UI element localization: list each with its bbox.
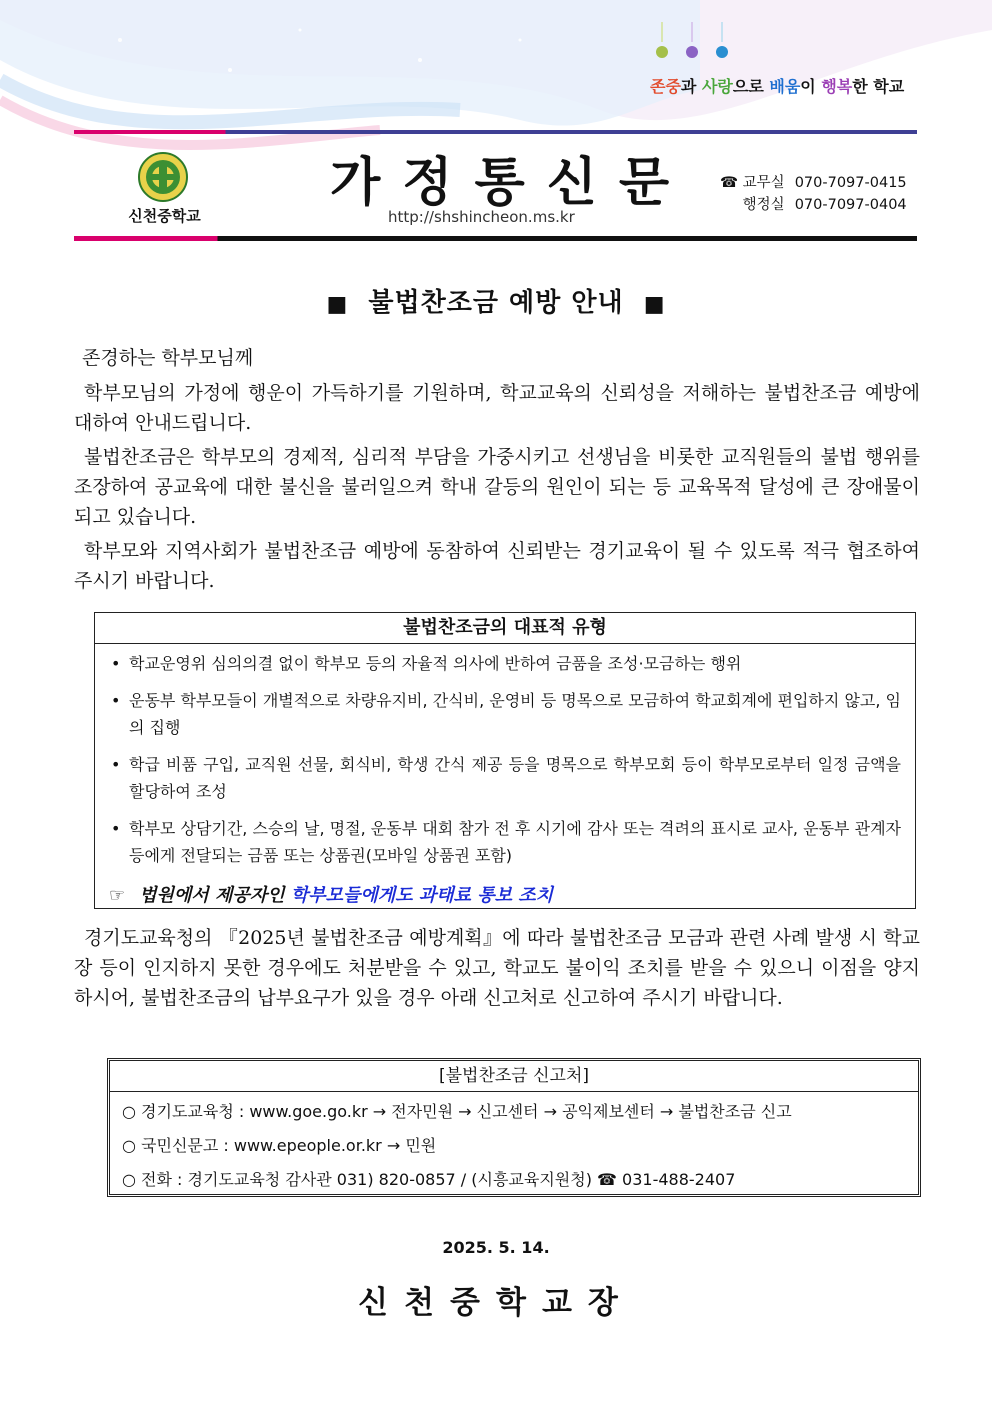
motto-joiner: 으로 [732, 77, 770, 96]
list-item [109, 650, 901, 677]
document-title [0, 282, 992, 319]
motto-word: 존중 [650, 77, 681, 96]
bullet-icon: • [111, 755, 121, 774]
report-line-phone: ○ 전화 : 경기도교육청 감사관 031) 820-0857 / (시흥교육지원청) ☎ 031-488-2407 [122, 1170, 736, 1189]
bullet-icon: • [111, 691, 121, 710]
penalty-warning [109, 881, 553, 907]
header-bottom-rule [74, 236, 917, 241]
title-square-icon: ■ [326, 291, 349, 317]
types-list [95, 650, 915, 869]
motto-joiner: 이 [800, 77, 822, 96]
salutation: 존경하는 학부모님께 [82, 347, 254, 369]
list-item-text: 운동부 학부모들이 개별적으로 차량유지비, 간식비, 운영비 등 명목으로 모금하여 학교회계에 편입하지 않고, 임의 집행 [129, 691, 901, 737]
motto-word: 배움 [769, 77, 801, 96]
types-box-heading: 불법찬조금의 대표적 유형 [95, 613, 915, 644]
list-item-text: 학부모 상담기간, 스승의 날, 명절, 운동부 대회 참가 전 후 시기에 감사 또는 격려의 표시로 교사, 운동부 관계자 등에게 전달되는 금품 또는 상품권(모바일 상품권 포함) [129, 819, 901, 865]
list-item-text: 학교운영위 심의의결 없이 학부모 등의 자율적 의사에 반하여 금품을 조성·모금하는 행위 [129, 654, 742, 673]
paragraph: 불법찬조금은 학부모의 경제적, 심리적 부담을 가중시키고 선생님을 비롯한 교직원들의 불법 행위를 조장하여 공교육에 대한 불신을 불러일으켜 학내 갈등의 원인이 되는 등 교육목적 달성에 큰 장애물이 되고 있습니다. [74, 446, 920, 528]
report-box-divider [110, 1091, 918, 1092]
warning-highlight: 학부모들에게도 과태료 통보 조치 [290, 885, 554, 906]
school-name: 신천중학교 [128, 207, 201, 225]
school-motto [650, 74, 904, 97]
closing-paragraph-block [74, 923, 920, 1017]
title-square-icon: ■ [643, 291, 666, 317]
list-item-text: 학급 비품 구입, 교직원 선물, 회식비, 학생 간식 제공 등을 명목으로 학부모회 등이 학부모로부터 일정 금액을 할당하여 조성 [129, 755, 901, 801]
report-line-epeople: ○ 국민신문고 : www.epeople.or.kr → 민원 [122, 1136, 437, 1155]
phone-number: 070-7097-0404 [794, 197, 907, 213]
contact-label: 행정실 [742, 197, 785, 213]
phone-number: 070-7097-0415 [794, 175, 907, 191]
title-text: 불법찬조금 예방 안내 [368, 288, 624, 318]
newsletter-title: 가정통신문 [330, 153, 692, 213]
report-line-education-office: ○ 경기도교육청 : www.goe.go.kr → 전자민원 → 신고센터 → 공익제보센터 → 불법찬조금 신고 [122, 1102, 792, 1121]
school-website-link[interactable]: http://shshincheon.ms.kr [388, 208, 575, 226]
motto-joiner: 과 [680, 77, 702, 96]
list-item [109, 751, 901, 805]
report-box-heading: [불법찬조금 신고처] [438, 1066, 590, 1086]
intro-paragraphs [74, 378, 920, 600]
pointing-hand-icon: ☞ [109, 885, 126, 906]
report-channels-box [107, 1058, 921, 1197]
list-item [109, 815, 901, 869]
motto-joiner: 한 학교 [852, 77, 905, 96]
contact-numbers [720, 172, 907, 216]
illegal-donation-types-box [94, 612, 916, 909]
bullet-icon: • [111, 654, 121, 673]
paragraph: 학부모님의 가정에 행운이 가득하기를 기원하며, 학교교육의 신뢰성을 저해하는 불법찬조금 예방에 대하여 안내드립니다. [74, 382, 920, 434]
paragraph: 경기도교육청의 『2025년 불법찬조금 예방계획』에 따라 불법찬조금 모금과 관련 사례 발생 시 학교장 등이 인지하지 못한 경우에도 처분받을 수 있고, 학교도 불이익 조치를 받을 수 있으니 이점을 양지하시어, 불법찬조금의 납부요구가 있을 경우 아래 신고처로 신고하여 주시기 바랍니다. [74, 927, 920, 1009]
contact-label: ☎ 교무실 [720, 175, 785, 191]
decorative-dots [654, 22, 734, 62]
motto-word: 사랑 [701, 77, 733, 96]
motto-word: 행복 [821, 77, 853, 96]
bullet-icon: • [111, 819, 121, 838]
principal-signature: 신천중학교장 [358, 1285, 634, 1321]
paragraph: 학부모와 지역사회가 불법찬조금 예방에 동참하여 신뢰받는 경기교육이 될 수 있도록 적극 협조하여 주시기 바랍니다. [74, 540, 920, 592]
contact-row [720, 194, 907, 216]
header-top-rule [74, 130, 917, 134]
issue-date: 2025. 5. 14. [442, 1238, 550, 1257]
warning-prefix: 법원에서 제공자인 [139, 885, 291, 906]
list-item [109, 687, 901, 741]
school-logo-icon [138, 152, 188, 202]
contact-row [720, 172, 907, 194]
